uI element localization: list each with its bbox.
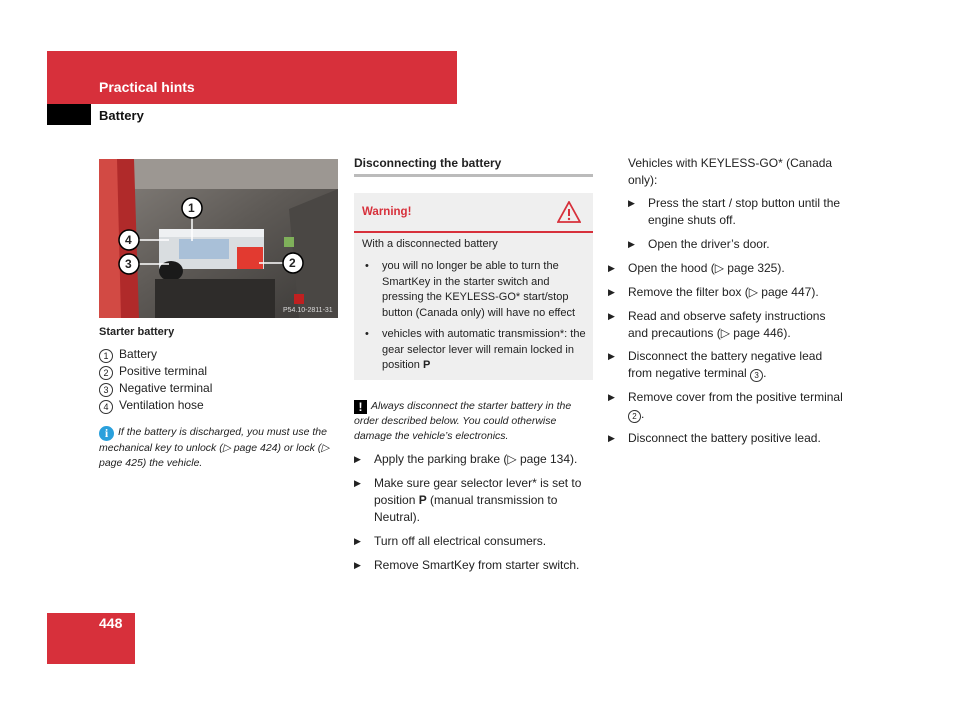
photo-code: P54.10-2811-31 [283, 307, 333, 314]
disconnect-heading: Disconnecting the battery [354, 156, 593, 177]
legend-label: Positive terminal [119, 364, 208, 378]
legend-number: 4 [99, 400, 113, 414]
legend-item [99, 363, 212, 380]
arrow-right-icon: ▶ [628, 198, 635, 208]
arrow-right-icon: ▶ [354, 536, 361, 546]
callout-1: 1 [188, 201, 195, 215]
legend-label: Battery [119, 347, 158, 361]
step-item: ▶ Disconnect the battery negative lead from negative terminal 3 . [608, 349, 823, 380]
step-item: ▶ Open the hood (▷ page 325). [608, 261, 785, 275]
step-item: ▶ Apply the parking brake (▷ page 134). [354, 452, 578, 466]
header-red-bar [47, 51, 457, 104]
warning-bullet-text: you will no longer be able to turn the SmartKey in the starter switch and pressing the KEYLESS-GO* start/stop button (Canada only) will have no effect [382, 260, 576, 319]
notice [354, 399, 593, 443]
step-item: ▶ Remove cover from the positive terminal 2 . [608, 390, 843, 421]
legend-number: 2 [99, 366, 113, 380]
warning-bullet: • vehicles with automatic transmission*: the gear selector lever will remain locked in position P [362, 327, 590, 374]
arrow-right-icon: ▶ [608, 311, 615, 321]
arrow-right-icon: ▶ [608, 263, 615, 273]
sub-step-item: ▶ Press the start / stop button until the engine shuts off. [628, 196, 841, 227]
callout-4: 4 [125, 233, 132, 247]
info-text: If the battery is discharged, you must use the mechanical key to unlock (▷ page 424) or lock (▷ page 425) the vehicle. [99, 426, 330, 469]
arrow-right-icon: ▶ [628, 239, 635, 249]
battery-photo [99, 159, 338, 318]
arrow-right-icon: ▶ [354, 454, 361, 464]
notice-text: Always disconnect the starter battery in the order described below. You could otherwise damage the vehicle’s electronics. [354, 400, 572, 442]
warning-title: Warning! [362, 206, 412, 218]
page-number: 448 [99, 615, 123, 631]
info-icon: i [99, 426, 114, 441]
figure-caption: Starter battery [99, 326, 175, 338]
arrow-right-icon: ▶ [608, 287, 615, 297]
arrow-right-icon: ▶ [608, 351, 615, 361]
warning-box [354, 193, 593, 380]
exclamation-icon: ! [354, 400, 367, 414]
warning-intro: With a disconnected battery [362, 238, 498, 250]
step-item: ▶ Remove the filter box (▷ page 447). [608, 285, 819, 299]
warning-header [354, 193, 593, 233]
legend-item [99, 397, 212, 414]
step-item: ▶ Remove SmartKey from starter switch. [354, 558, 580, 572]
warning-bullet-text: vehicles with automatic transmission*: the gear selector lever will remain locked in position P [382, 328, 586, 371]
terminal-number: 3 [750, 369, 763, 382]
step-item: ▶ Read and observe safety instructions and precautions (▷ page 446). [608, 309, 826, 340]
section-tab [47, 104, 91, 125]
step-item: ▶ Disconnect the battery positive lead. [608, 431, 821, 445]
arrow-right-icon: ▶ [608, 392, 615, 402]
callout-3: 3 [125, 257, 132, 271]
terminal-number: 2 [628, 410, 641, 423]
step-item: ▶ Turn off all electrical consumers. [354, 534, 547, 548]
legend-item [99, 346, 212, 363]
sub-step-item: ▶ Open the driver’s door. [628, 237, 770, 251]
callout-2: 2 [289, 256, 296, 270]
info-note [99, 425, 334, 470]
arrow-right-icon: ▶ [608, 433, 615, 443]
legend-number: 1 [99, 349, 113, 363]
arrow-right-icon: ▶ [354, 560, 361, 570]
keyless-intro: Vehicles with KEYLESS-GO* (Canada only): [628, 156, 833, 187]
legend-item [99, 380, 212, 397]
legend [99, 346, 212, 414]
chapter-title: Practical hints [99, 79, 195, 95]
warning-bullet: • you will no longer be able to turn the SmartKey in the starter switch and pressing the KEYLESS-GO* start/stop button (Canada only) will have no effect [362, 259, 590, 321]
arrow-right-icon: ▶ [354, 478, 361, 488]
step-item: ▶ Make sure gear selector lever* is set to position P (manual transmission to Neutral). [354, 476, 582, 524]
legend-label: Negative terminal [119, 381, 213, 395]
warning-triangle-icon [557, 201, 581, 223]
legend-number: 3 [99, 383, 113, 397]
section-title: Battery [99, 108, 144, 123]
legend-label: Ventilation hose [119, 398, 204, 412]
